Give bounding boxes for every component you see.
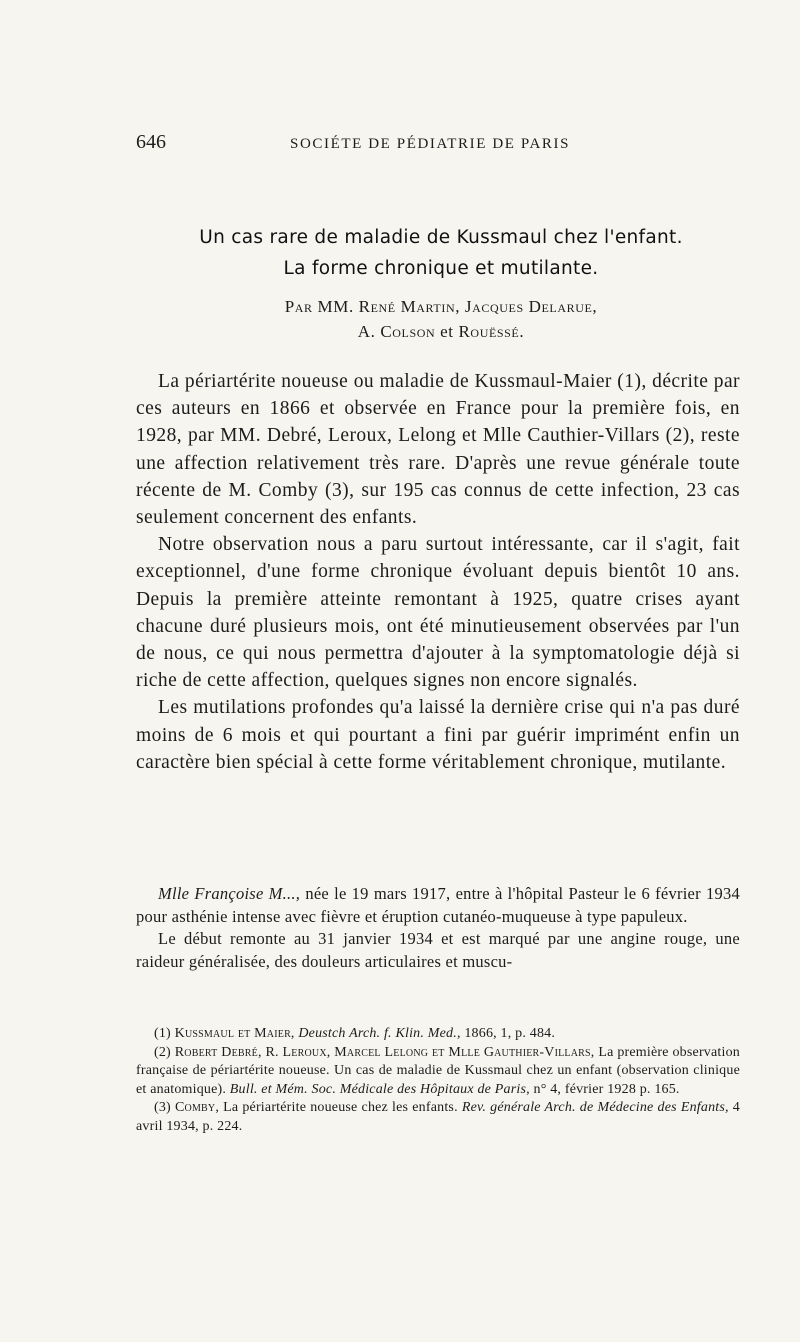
footnote-2	[136, 1044, 740, 1100]
author-colson: A. Colson	[357, 322, 436, 341]
footnote-1-journal: Deustch Arch. f. Klin. Med.,	[298, 1026, 461, 1041]
footnote-3	[136, 1099, 740, 1136]
patient-name: Mlle Françoise M...,	[158, 884, 301, 903]
footnote-2-details: n° 4, février 1928 p. 165.	[533, 1081, 680, 1097]
footnote-3-number: (3)	[154, 1100, 171, 1116]
footnote-1-details: 1866, 1, p. 484.	[464, 1026, 556, 1041]
authors-names-1: René Martin, Jacques Delarue,	[358, 297, 598, 316]
footnote-2-authors: Robert Debré, R. Leroux, Marcel Lelong et Mlle Gauthier-Villars,	[174, 1044, 595, 1060]
footnote-1	[136, 1025, 740, 1044]
title-line-2: La forme chronique et mutilante.	[283, 258, 599, 279]
footnote-3-journal: Rev. générale Arch. de Médecine des Enfants,	[461, 1100, 729, 1116]
author-rouesse: Rouëssé.	[458, 322, 525, 341]
title-line-1: Un cas rare de maladie de Kussmaul chez l'enfant.	[199, 227, 683, 248]
observation-paragraph-1-text: née le 19 mars 1917, entre à l'hôpital Pasteur le 6 février 1934 pour asthénie intense avec fièvre et éruption cutanéo-muqueuse à type papuleux.	[136, 884, 740, 926]
footnote-3-authors: Comby,	[175, 1100, 220, 1116]
footnote-2-text: La première observation française de périartérite noueuse. Un cas de maladie de Kussmaul chez un enfant (observation clinique et anatomique).	[136, 1044, 741, 1097]
footnote-1-number: (1)	[154, 1026, 171, 1041]
authors-prefix: Par MM.	[284, 297, 354, 316]
authors-and: et	[440, 322, 454, 341]
body-paragraph-3: Les mutilations profondes qu'a laissé la dernière crise qui n'a pas duré moins de 6 mois et qui pourtant a fini par guérir imprimént enfin un caractère bien spécial à cette forme véritablement chronique, mutilante.	[136, 697, 740, 773]
article-body	[136, 368, 740, 776]
observation-paragraph-2: Le début remonte au 31 janvier 1934 et est marqué par une angine rouge, une raideur généralisée, des douleurs articulaires et muscu-	[136, 929, 740, 971]
case-observation	[136, 883, 740, 973]
article-title	[136, 222, 746, 284]
footnote-3-details: 4 avril 1934, p. 224.	[136, 1100, 740, 1134]
page-number: 646	[136, 131, 166, 153]
article-authors	[136, 294, 746, 344]
footnote-2-number: (2)	[154, 1044, 171, 1060]
authors-line-1	[136, 294, 746, 319]
observation-paragraph-1	[136, 883, 740, 928]
footnotes	[136, 1025, 740, 1137]
footnote-1-authors: Kussmaul et Maier,	[174, 1026, 295, 1041]
body-paragraph-1: La périartérite noueuse ou maladie de Kussmaul-Maier (1), décrite par ces auteurs en 1866 et observée en France pour la première fois, en 1928, par MM. Debré, Leroux, Lelong et Mlle Cauthier-Villars (2), reste une affection relativement très rare. D'après une revue générale toute récente de M. Comby (3), sur 195 cas connus de cette infection, 23 cas seulement concernent des enfants.	[136, 371, 740, 529]
footnote-2-journal: Bull. et Mém. Soc. Médicale des Hôpitaux de Paris,	[229, 1081, 530, 1097]
footnote-3-text: La périartérite noueuse chez les enfants.	[223, 1100, 458, 1116]
running-head: SOCIÉTE DE PÉDIATRIE DE PARIS	[290, 136, 571, 152]
body-paragraph-2: Notre observation nous a paru surtout intéressante, car il s'agit, fait exceptionnel, d'une forme chronique évoluant depuis bientôt 10 ans. Depuis la première atteinte remontant à 1925, quatre crises ayant chacune duré plusieurs mois, ont été minutieusement observées par l'un de nous, ce qui nous permettra d'ajouter à la symptomatologie déjà si riche de cette affection, quelques signes non encore signalés.	[136, 534, 740, 692]
authors-line-2	[136, 319, 746, 344]
